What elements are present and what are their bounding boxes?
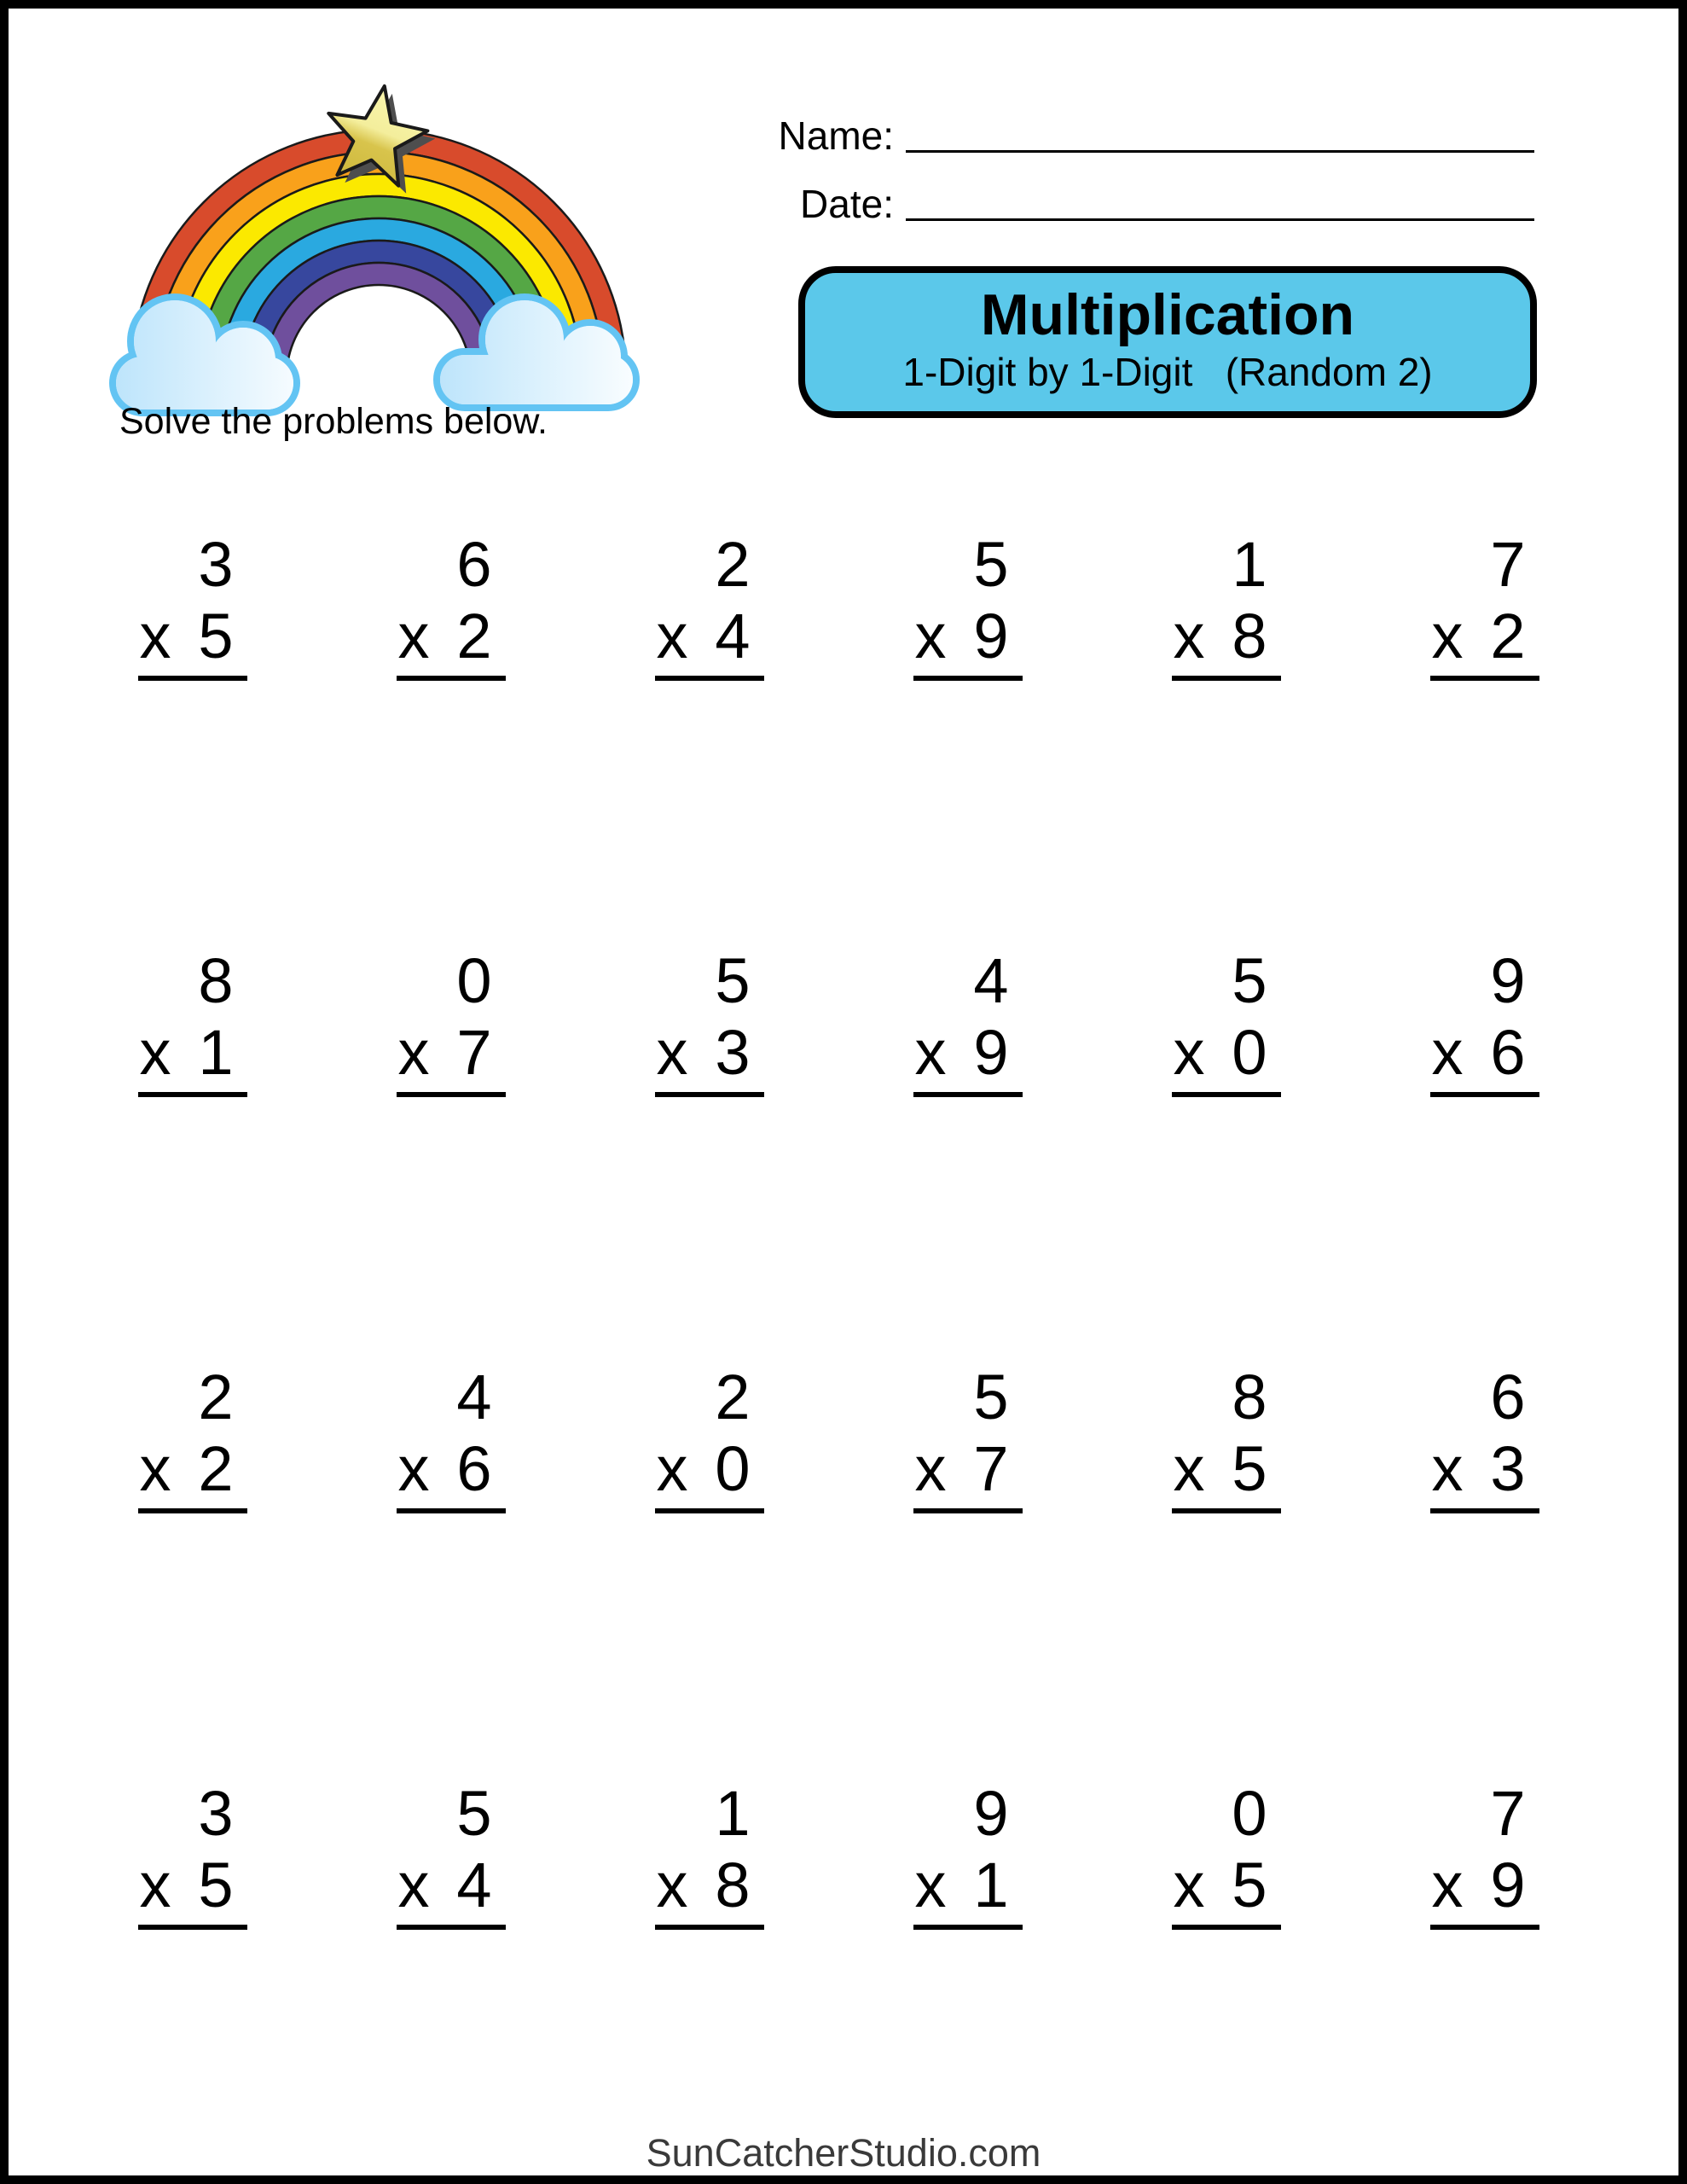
problem-cell bbox=[1355, 945, 1614, 1362]
multiply-operator: x bbox=[656, 1017, 688, 1088]
multiplier: 4 bbox=[456, 1850, 492, 1920]
problem-cell bbox=[1097, 945, 1355, 1362]
multiplier: 5 bbox=[198, 1850, 234, 1920]
problem bbox=[397, 529, 506, 681]
multiplier: 9 bbox=[973, 1017, 1009, 1088]
problem bbox=[913, 1362, 1023, 1513]
problem bbox=[138, 1778, 247, 1930]
multiplicand: 5 bbox=[715, 945, 751, 1016]
multiplicand: 2 bbox=[715, 1362, 751, 1432]
multiplier: 9 bbox=[973, 601, 1009, 671]
multiply-operator: x bbox=[914, 1017, 947, 1088]
multiply-operator: x bbox=[914, 1850, 947, 1920]
multiplicand: 1 bbox=[1232, 529, 1267, 600]
answer-line bbox=[1430, 1092, 1539, 1097]
answer-line bbox=[138, 1508, 247, 1513]
multiply-operator: x bbox=[1431, 1017, 1464, 1088]
multiplicand: 6 bbox=[456, 529, 492, 600]
multiply-operator: x bbox=[1173, 1850, 1205, 1920]
multiply-operator: x bbox=[139, 1433, 171, 1504]
problem-cell bbox=[1097, 529, 1355, 945]
problem-cell bbox=[63, 529, 322, 945]
multiplier: 0 bbox=[1232, 1017, 1267, 1088]
problem-cell bbox=[1355, 529, 1614, 945]
date-label: Date: bbox=[800, 182, 894, 226]
multiplicand: 0 bbox=[1232, 1778, 1267, 1849]
worksheet-subtitle: 1-Digit by 1-Digit (Random 2) bbox=[902, 350, 1433, 394]
answer-line bbox=[1172, 676, 1281, 681]
problem bbox=[1430, 1778, 1539, 1930]
answer-line bbox=[138, 1925, 247, 1930]
instruction-text: Solve the problems below. bbox=[119, 401, 548, 442]
problem bbox=[138, 945, 247, 1097]
problem bbox=[1430, 1362, 1539, 1513]
problem bbox=[655, 1362, 764, 1513]
problems-grid bbox=[63, 529, 1614, 2184]
answer-line bbox=[397, 676, 506, 681]
multiply-operator: x bbox=[1173, 601, 1205, 671]
answer-line bbox=[913, 1508, 1023, 1513]
problem bbox=[1172, 529, 1281, 681]
problem bbox=[1172, 1778, 1281, 1930]
multiplicand: 6 bbox=[1490, 1362, 1526, 1432]
problem-cell bbox=[322, 1362, 580, 1778]
multiplicand: 5 bbox=[973, 1362, 1009, 1432]
problem-cell bbox=[322, 529, 580, 945]
answer-line bbox=[913, 1092, 1023, 1097]
answer-line bbox=[1172, 1925, 1281, 1930]
multiplicand: 4 bbox=[456, 1362, 492, 1432]
multiplier: 2 bbox=[456, 601, 492, 671]
worksheet-title: Multiplication bbox=[980, 282, 1355, 347]
multiply-operator: x bbox=[397, 601, 430, 671]
multiplicand: 7 bbox=[1490, 529, 1526, 600]
multiplicand: 8 bbox=[1232, 1362, 1267, 1432]
answer-line bbox=[655, 676, 764, 681]
multiplicand: 2 bbox=[715, 529, 751, 600]
multiplier: 9 bbox=[1490, 1850, 1526, 1920]
problem-cell bbox=[1355, 1778, 1614, 2184]
multiply-operator: x bbox=[914, 601, 947, 671]
date-blank-line bbox=[906, 218, 1534, 221]
problem bbox=[1430, 945, 1539, 1097]
multiplier: 5 bbox=[198, 601, 234, 671]
problem-cell bbox=[580, 1778, 838, 2184]
answer-line bbox=[1172, 1508, 1281, 1513]
problem-cell bbox=[838, 1362, 1097, 1778]
multiplicand: 7 bbox=[1490, 1778, 1526, 1849]
answer-line bbox=[397, 1925, 506, 1930]
multiply-operator: x bbox=[139, 1850, 171, 1920]
answer-line bbox=[397, 1092, 506, 1097]
problem-cell bbox=[322, 1778, 580, 2184]
answer-line bbox=[397, 1508, 506, 1513]
multiplier: 1 bbox=[198, 1017, 234, 1088]
rainbow-graphic bbox=[94, 60, 657, 427]
multiply-operator: x bbox=[139, 601, 171, 671]
multiply-operator: x bbox=[1173, 1433, 1205, 1504]
answer-line bbox=[1430, 676, 1539, 681]
multiplier: 0 bbox=[715, 1433, 751, 1504]
multiply-operator: x bbox=[1431, 1433, 1464, 1504]
problem-cell bbox=[838, 1778, 1097, 2184]
multiplicand: 4 bbox=[973, 945, 1009, 1016]
multiplier: 7 bbox=[973, 1433, 1009, 1504]
footer-credit: SunCatcherStudio.com bbox=[646, 2131, 1041, 2175]
problem-cell bbox=[580, 945, 838, 1362]
problem-cell bbox=[1097, 1778, 1355, 2184]
problem bbox=[397, 1362, 506, 1513]
problem-cell bbox=[580, 1362, 838, 1778]
problem bbox=[1172, 1362, 1281, 1513]
multiply-operator: x bbox=[397, 1850, 430, 1920]
multiply-operator: x bbox=[1431, 1850, 1464, 1920]
multiplicand: 3 bbox=[198, 1778, 234, 1849]
multiplier: 3 bbox=[715, 1017, 751, 1088]
multiplicand: 9 bbox=[1490, 945, 1526, 1016]
multiplier: 7 bbox=[456, 1017, 492, 1088]
answer-line bbox=[138, 676, 247, 681]
problem-cell bbox=[1355, 1362, 1614, 1778]
answer-line bbox=[1430, 1508, 1539, 1513]
answer-line bbox=[655, 1925, 764, 1930]
answer-line bbox=[913, 1925, 1023, 1930]
problem bbox=[138, 1362, 247, 1513]
multiplicand: 0 bbox=[456, 945, 492, 1016]
multiplier: 5 bbox=[1232, 1850, 1267, 1920]
answer-line bbox=[1430, 1925, 1539, 1930]
multiplicand: 5 bbox=[973, 529, 1009, 600]
multiplier: 2 bbox=[198, 1433, 234, 1504]
name-label: Name: bbox=[778, 113, 894, 158]
problem bbox=[138, 529, 247, 681]
multiplicand: 8 bbox=[198, 945, 234, 1016]
problem bbox=[655, 945, 764, 1097]
problem bbox=[655, 1778, 764, 1930]
multiplicand: 1 bbox=[715, 1778, 751, 1849]
problem bbox=[913, 529, 1023, 681]
problem bbox=[1172, 945, 1281, 1097]
multiplicand: 5 bbox=[456, 1778, 492, 1849]
multiply-operator: x bbox=[397, 1017, 430, 1088]
answer-line bbox=[138, 1092, 247, 1097]
multiplier: 1 bbox=[973, 1850, 1009, 1920]
problem-cell bbox=[838, 529, 1097, 945]
problem bbox=[397, 1778, 506, 1930]
multiplicand: 9 bbox=[973, 1778, 1009, 1849]
problem-cell bbox=[1097, 1362, 1355, 1778]
multiplier: 5 bbox=[1232, 1433, 1267, 1504]
problem-cell bbox=[838, 945, 1097, 1362]
answer-line bbox=[913, 676, 1023, 681]
multiplier: 6 bbox=[456, 1433, 492, 1504]
multiply-operator: x bbox=[656, 601, 688, 671]
problem-cell bbox=[322, 945, 580, 1362]
multiplier: 8 bbox=[1232, 601, 1267, 671]
problem-cell bbox=[580, 529, 838, 945]
multiply-operator: x bbox=[1173, 1017, 1205, 1088]
problem bbox=[1430, 529, 1539, 681]
multiply-operator: x bbox=[914, 1433, 947, 1504]
multiplier: 4 bbox=[715, 601, 751, 671]
problem-cell bbox=[63, 945, 322, 1362]
multiplicand: 2 bbox=[198, 1362, 234, 1432]
problem bbox=[913, 945, 1023, 1097]
multiply-operator: x bbox=[656, 1850, 688, 1920]
answer-line bbox=[655, 1508, 764, 1513]
problem-cell bbox=[63, 1362, 322, 1778]
multiply-operator: x bbox=[1431, 601, 1464, 671]
answer-line bbox=[1172, 1092, 1281, 1097]
multiplicand: 3 bbox=[198, 529, 234, 600]
multiply-operator: x bbox=[397, 1433, 430, 1504]
answer-line bbox=[655, 1092, 764, 1097]
multiplier: 6 bbox=[1490, 1017, 1526, 1088]
multiplier: 3 bbox=[1490, 1433, 1526, 1504]
multiplier: 2 bbox=[1490, 601, 1526, 671]
problem-cell bbox=[63, 1778, 322, 2184]
multiplicand: 5 bbox=[1232, 945, 1267, 1016]
problem bbox=[655, 529, 764, 681]
multiplier: 8 bbox=[715, 1850, 751, 1920]
problem bbox=[397, 945, 506, 1097]
problem bbox=[913, 1778, 1023, 1930]
name-blank-line bbox=[906, 150, 1534, 153]
multiply-operator: x bbox=[656, 1433, 688, 1504]
multiply-operator: x bbox=[139, 1017, 171, 1088]
title-box bbox=[798, 266, 1537, 418]
